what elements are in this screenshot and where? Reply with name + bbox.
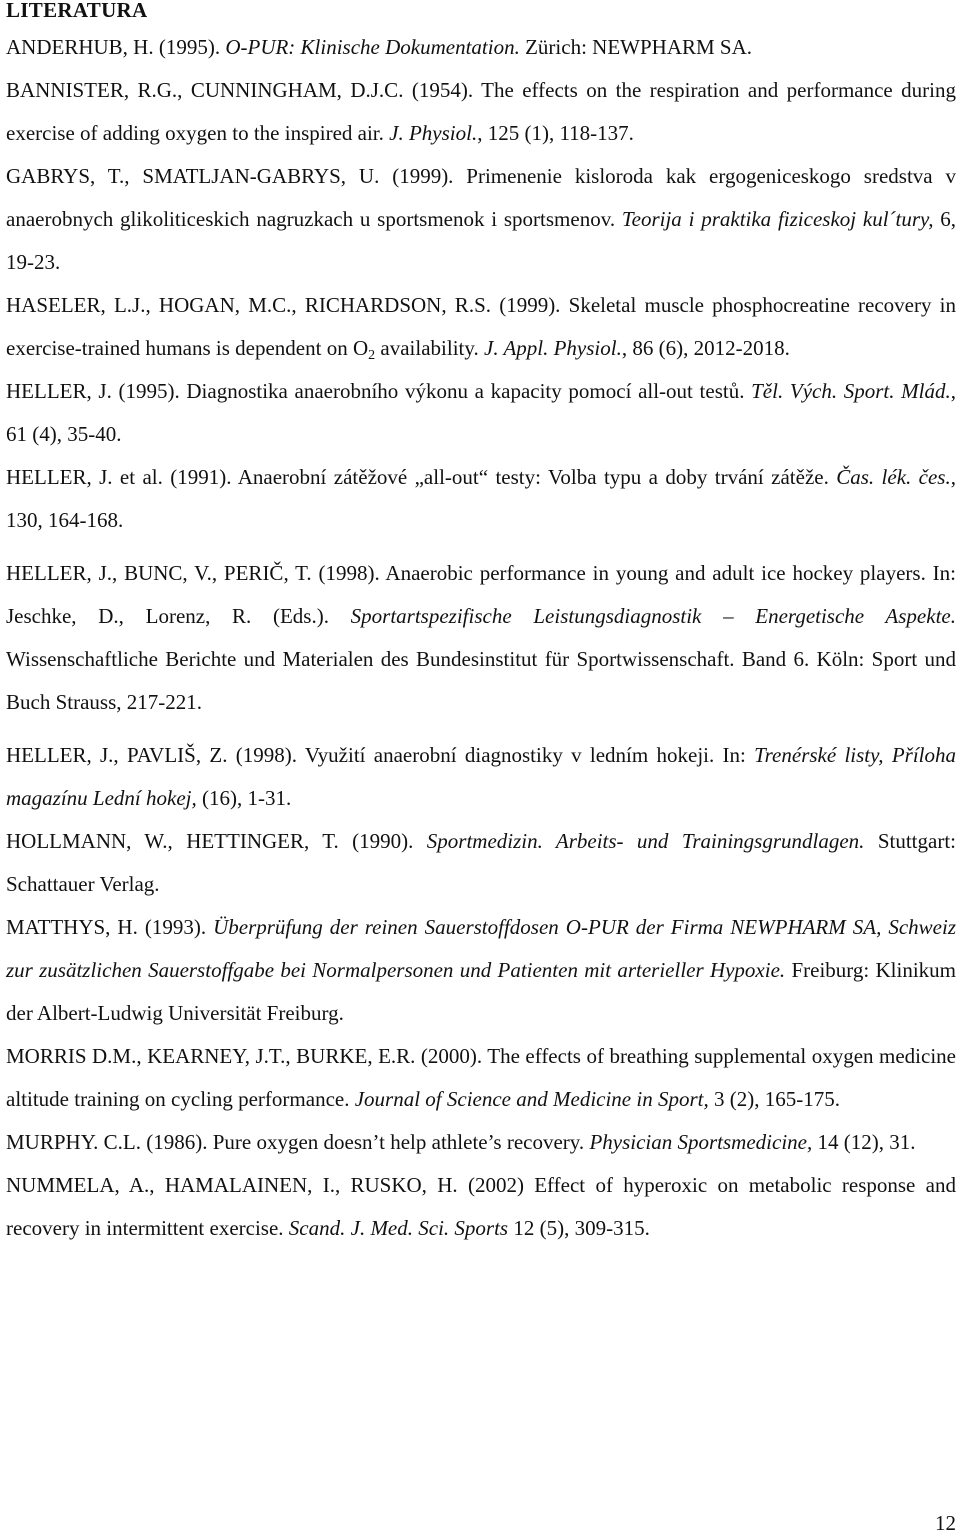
- reference-entry: [6, 552, 956, 724]
- reference-italic-text: J. Appl. Physiol.: [484, 336, 622, 360]
- reference-italic-text: Sportartspezifische Leistungsdiagnostik – Energetische Aspekte.: [350, 604, 956, 628]
- reference-text: NUMMELA, A., HAMALAINEN, I., RUSKO, H. (2002) Effect of hyperoxic on metabolic response and recovery in intermittent exercise.: [6, 1173, 956, 1240]
- reference-text: ANDERHUB, H. (1995).: [6, 35, 226, 59]
- reference-italic-text: Teorija i praktika fiziceskoj kul´tury,: [621, 207, 934, 231]
- reference-entry: [6, 1164, 956, 1250]
- reference-text: , 61 (4), 35-40.: [6, 379, 956, 446]
- reference-text: BANNISTER, R.G., CUNNINGHAM, D.J.C. (1954). The effects on the respiration and performance during exercise of adding oxygen to the inspired air.: [6, 78, 956, 145]
- reference-text: HELLER, J. et al. (1991). Anaerobní zátěžové „all-out“ testy: Volba typu a doby trvání zátěže.: [6, 465, 837, 489]
- reference-text: HOLLMANN, W., HETTINGER, T. (1990).: [6, 829, 427, 853]
- reference-italic-text: Těl. Vých. Sport. Mlád.: [751, 379, 951, 403]
- reference-text: MATTHYS, H. (1993).: [6, 915, 214, 939]
- reference-entry: [6, 69, 956, 155]
- reference-text: MURPHY. C.L. (1986). Pure oxygen doesn’t help athlete’s recovery.: [6, 1130, 590, 1154]
- reference-text: (16), 1-31.: [196, 786, 292, 810]
- reference-text: MORRIS D.M., KEARNEY, J.T., BURKE, E.R. (2000). The effects of breathing supplemental oxygen medicine altitude training on cycling performance.: [6, 1044, 956, 1111]
- reference-text: Wissenschaftliche Berichte und Materialen des Bundesinstitut für Sportwissenschaft. Band 6. Köln: Sport und Buch Strauss, 217-221.: [6, 647, 956, 714]
- reference-text: Zürich: NEWPHARM SA.: [519, 35, 753, 59]
- reference-entry: [6, 284, 956, 370]
- reference-text: 6, 19-23.: [6, 207, 957, 274]
- reference-italic-text: Überprüfung der reinen Sauerstoffdosen O-PUR der Firma NEWPHARM SA, Schweiz zur zusätzlichen Sauerstoffgabe bei Normalpersonen und Patienten mit arterieller Hypoxie.: [6, 915, 956, 982]
- reference-text: HELLER, J., PAVLIŠ, Z. (1998). Využití anaerobní diagnostiky v ledním hokeji. In:: [6, 743, 755, 767]
- reference-italic-text: J. Physiol.: [389, 121, 478, 145]
- reference-text: availability.: [375, 336, 484, 360]
- reference-italic-text: O-PUR: Klinische Dokumentation.: [225, 35, 520, 59]
- reference-italic-text: Trenérské listy, Příloha magazínu Lední hokej,: [6, 743, 956, 810]
- reference-entry: [6, 1121, 956, 1164]
- reference-entry: [6, 155, 956, 284]
- reference-text: 12 (5), 309-315.: [508, 1216, 650, 1240]
- reference-italic-text: Journal of Science and Medicine in Sport,: [354, 1087, 709, 1111]
- reference-text: , 86 (6), 2012-2018.: [621, 336, 790, 360]
- reference-entry: [6, 820, 956, 906]
- section-heading: LITERATURA: [6, 0, 148, 22]
- reference-entry: [6, 734, 956, 820]
- document-page: [6, 0, 956, 1250]
- reference-entry: [6, 906, 956, 1035]
- reference-text: , 130, 164-168.: [6, 465, 956, 532]
- reference-entry: [6, 1035, 956, 1121]
- reference-italic-text: Čas. lék. čes.: [836, 465, 951, 489]
- reference-list: [6, 26, 956, 1250]
- reference-entry: [6, 456, 956, 542]
- reference-text: HELLER, J., BUNC, V., PERIČ, T. (1998). Anaerobic performance in young and adult ice hockey players. In: Jeschke, D., Lorenz, R. (Eds.).: [6, 561, 956, 628]
- reference-italic-text: Sportmedizin. Arbeits- und Trainingsgrundlagen.: [426, 829, 865, 853]
- reference-entry: [6, 370, 956, 456]
- reference-text: 3 (2), 165-175.: [708, 1087, 840, 1111]
- reference-text: HASELER, L.J., HOGAN, M.C., RICHARDSON, R.S. (1999). Skeletal muscle phosphocreatine recovery in exercise-trained humans is dependent on O: [6, 293, 956, 360]
- reference-text: HELLER, J. (1995). Diagnostika anaerobního výkonu a kapacity pomocí all-out testů.: [6, 379, 752, 403]
- subscript-text: 2: [368, 348, 376, 363]
- page-number: 12: [935, 1511, 956, 1535]
- reference-entry: [6, 26, 956, 69]
- reference-text: GABRYS, T., SMATLJAN-GABRYS, U. (1999). Primenenie kisloroda kak ergogeniceskogo sredstva v anaerobnych glikoliticeskich nagruzkach u sportsmenok i sportsmenov.: [6, 164, 956, 231]
- reference-text: , 125 (1), 118-137.: [477, 121, 634, 145]
- reference-text: Stuttgart: Schattauer Verlag.: [6, 829, 956, 896]
- reference-text: Freiburg: Klinikum der Albert-Ludwig Universität Freiburg.: [6, 958, 957, 1025]
- reference-italic-text: Physician Sportsmedicine,: [589, 1130, 813, 1154]
- reference-text: 14 (12), 31.: [812, 1130, 916, 1154]
- reference-italic-text: Scand. J. Med. Sci. Sports: [288, 1216, 509, 1240]
